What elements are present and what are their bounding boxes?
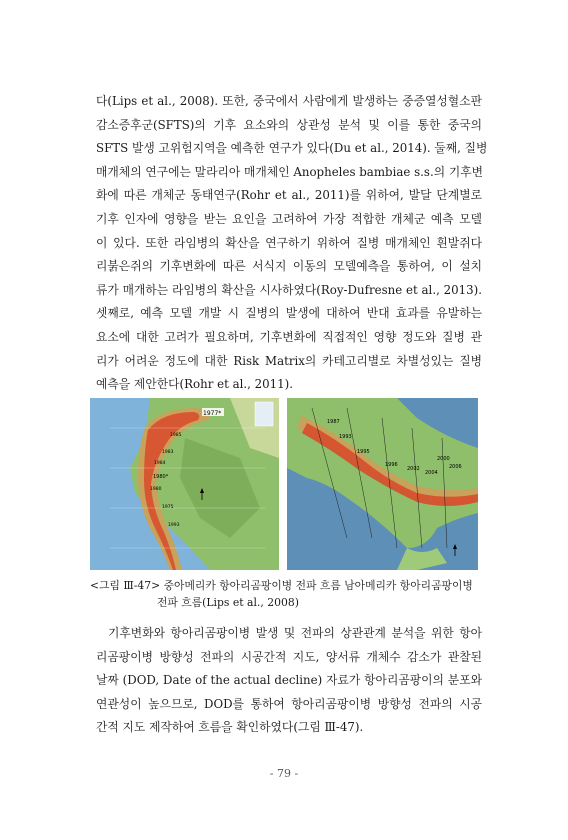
map-label: 1995	[357, 449, 370, 455]
map-label: 1985	[170, 433, 182, 438]
map-label: 1993	[168, 523, 180, 528]
map-label: 1980*	[153, 474, 169, 480]
text-line: 화에 따른 개체군 동태연구(Rohr et al., 2011)를 위하여, 발달 단계별로	[96, 188, 482, 203]
map-label: 1984	[154, 461, 166, 466]
page-number: - 79 -	[269, 767, 299, 780]
map-label: 1983	[162, 450, 174, 455]
text-line: 셋째로, 예측 모델 개발 시 질병의 발생에 대하여 반대 효과를 유발하는	[96, 306, 482, 321]
text-line: 기후 인자에 영향을 받는 요인을 고려하여 가장 적합한 개체군 예측 모델	[96, 211, 482, 226]
text-line: 날짜 (DOD, Date of the actual decline) 자료가 항아리곰팡이의 분포와	[96, 673, 482, 688]
map-label: 1996	[385, 462, 398, 468]
body-paragraph-1	[96, 90, 488, 397]
south-america-spread-map	[90, 398, 279, 570]
text-line: 리붉은쥐의 기후변화에 따른 서식지 이동의 모델예측을 통하여, 이 설치	[96, 259, 482, 274]
map-label: 2006	[449, 464, 462, 470]
figure-caption	[90, 577, 482, 611]
map-label: 2002	[407, 466, 420, 472]
text-line: 요소에 대한 고려가 필요하며, 기후변화에 직접적인 영향 정도와 질병 관	[96, 329, 482, 344]
text-line: 류가 매개하는 라임병의 확산을 시사하였다(Roy-Dufresne et al., 2013).	[96, 282, 482, 297]
caption-line: <그림 Ⅲ-47> 중아메리카 항아리곰팡이병 전파 흐름 남아메리카 항아리곰팡이병	[90, 579, 473, 592]
map-label: 1987	[327, 419, 340, 425]
text-line: 연관성이 높으므로, DOD를 통하여 항아리곰팡이병 방향성 전파의 시공	[96, 696, 482, 711]
map-label: 1977*	[203, 410, 222, 417]
text-line: 리가 어려운 정도에 대한 Risk Matrix의 카테고리별로 차별성있는 질병	[96, 353, 482, 368]
text-line: 예측을 제안한다(Rohr et al., 2011).	[96, 377, 293, 392]
text-line: 이 있다. 또한 라임병의 확산을 연구하기 위하여 질병 매개체인 흰발쥐다	[96, 235, 482, 250]
text-line: SFTS 발생 고위험지역을 예측한 연구가 있다(Du et al., 2014). 둘째, 질병	[96, 141, 488, 156]
map-label: 1980	[150, 487, 162, 492]
map-label: 1993	[339, 434, 352, 440]
text-line: 기후변화와 항아리곰팡이병 발생 및 전파의 상관관계 분석을 위한 항아	[108, 626, 482, 640]
map-label: 2000	[437, 456, 450, 462]
text-line: 다(Lips et al., 2008). 또한, 중국에서 사람에게 발생하는 중증열성혈소판	[96, 94, 482, 108]
map-label: 2004	[425, 470, 438, 476]
body-paragraph-2	[96, 622, 482, 740]
text-line: 리곰팡이병 방향성 전파의 시공간적 지도, 양서류 개체수 감소가 관찰된	[96, 649, 482, 664]
text-line: 간적 지도 제작하여 흐름을 확인하였다(그림 Ⅲ-47).	[96, 720, 364, 735]
central-america-spread-map	[287, 398, 478, 570]
map-label: 1975	[162, 505, 174, 510]
text-line: 매개체의 연구에는 말라리아 매개체인 Anopheles bambiae s.s.의 기후변	[96, 164, 484, 179]
caption-line: 전파 흐름(Lips et al., 2008)	[157, 596, 299, 609]
text-line: 감소증후군(SFTS)의 기후 요소와의 상관성 분석 및 이를 통한 중국의	[96, 117, 482, 132]
